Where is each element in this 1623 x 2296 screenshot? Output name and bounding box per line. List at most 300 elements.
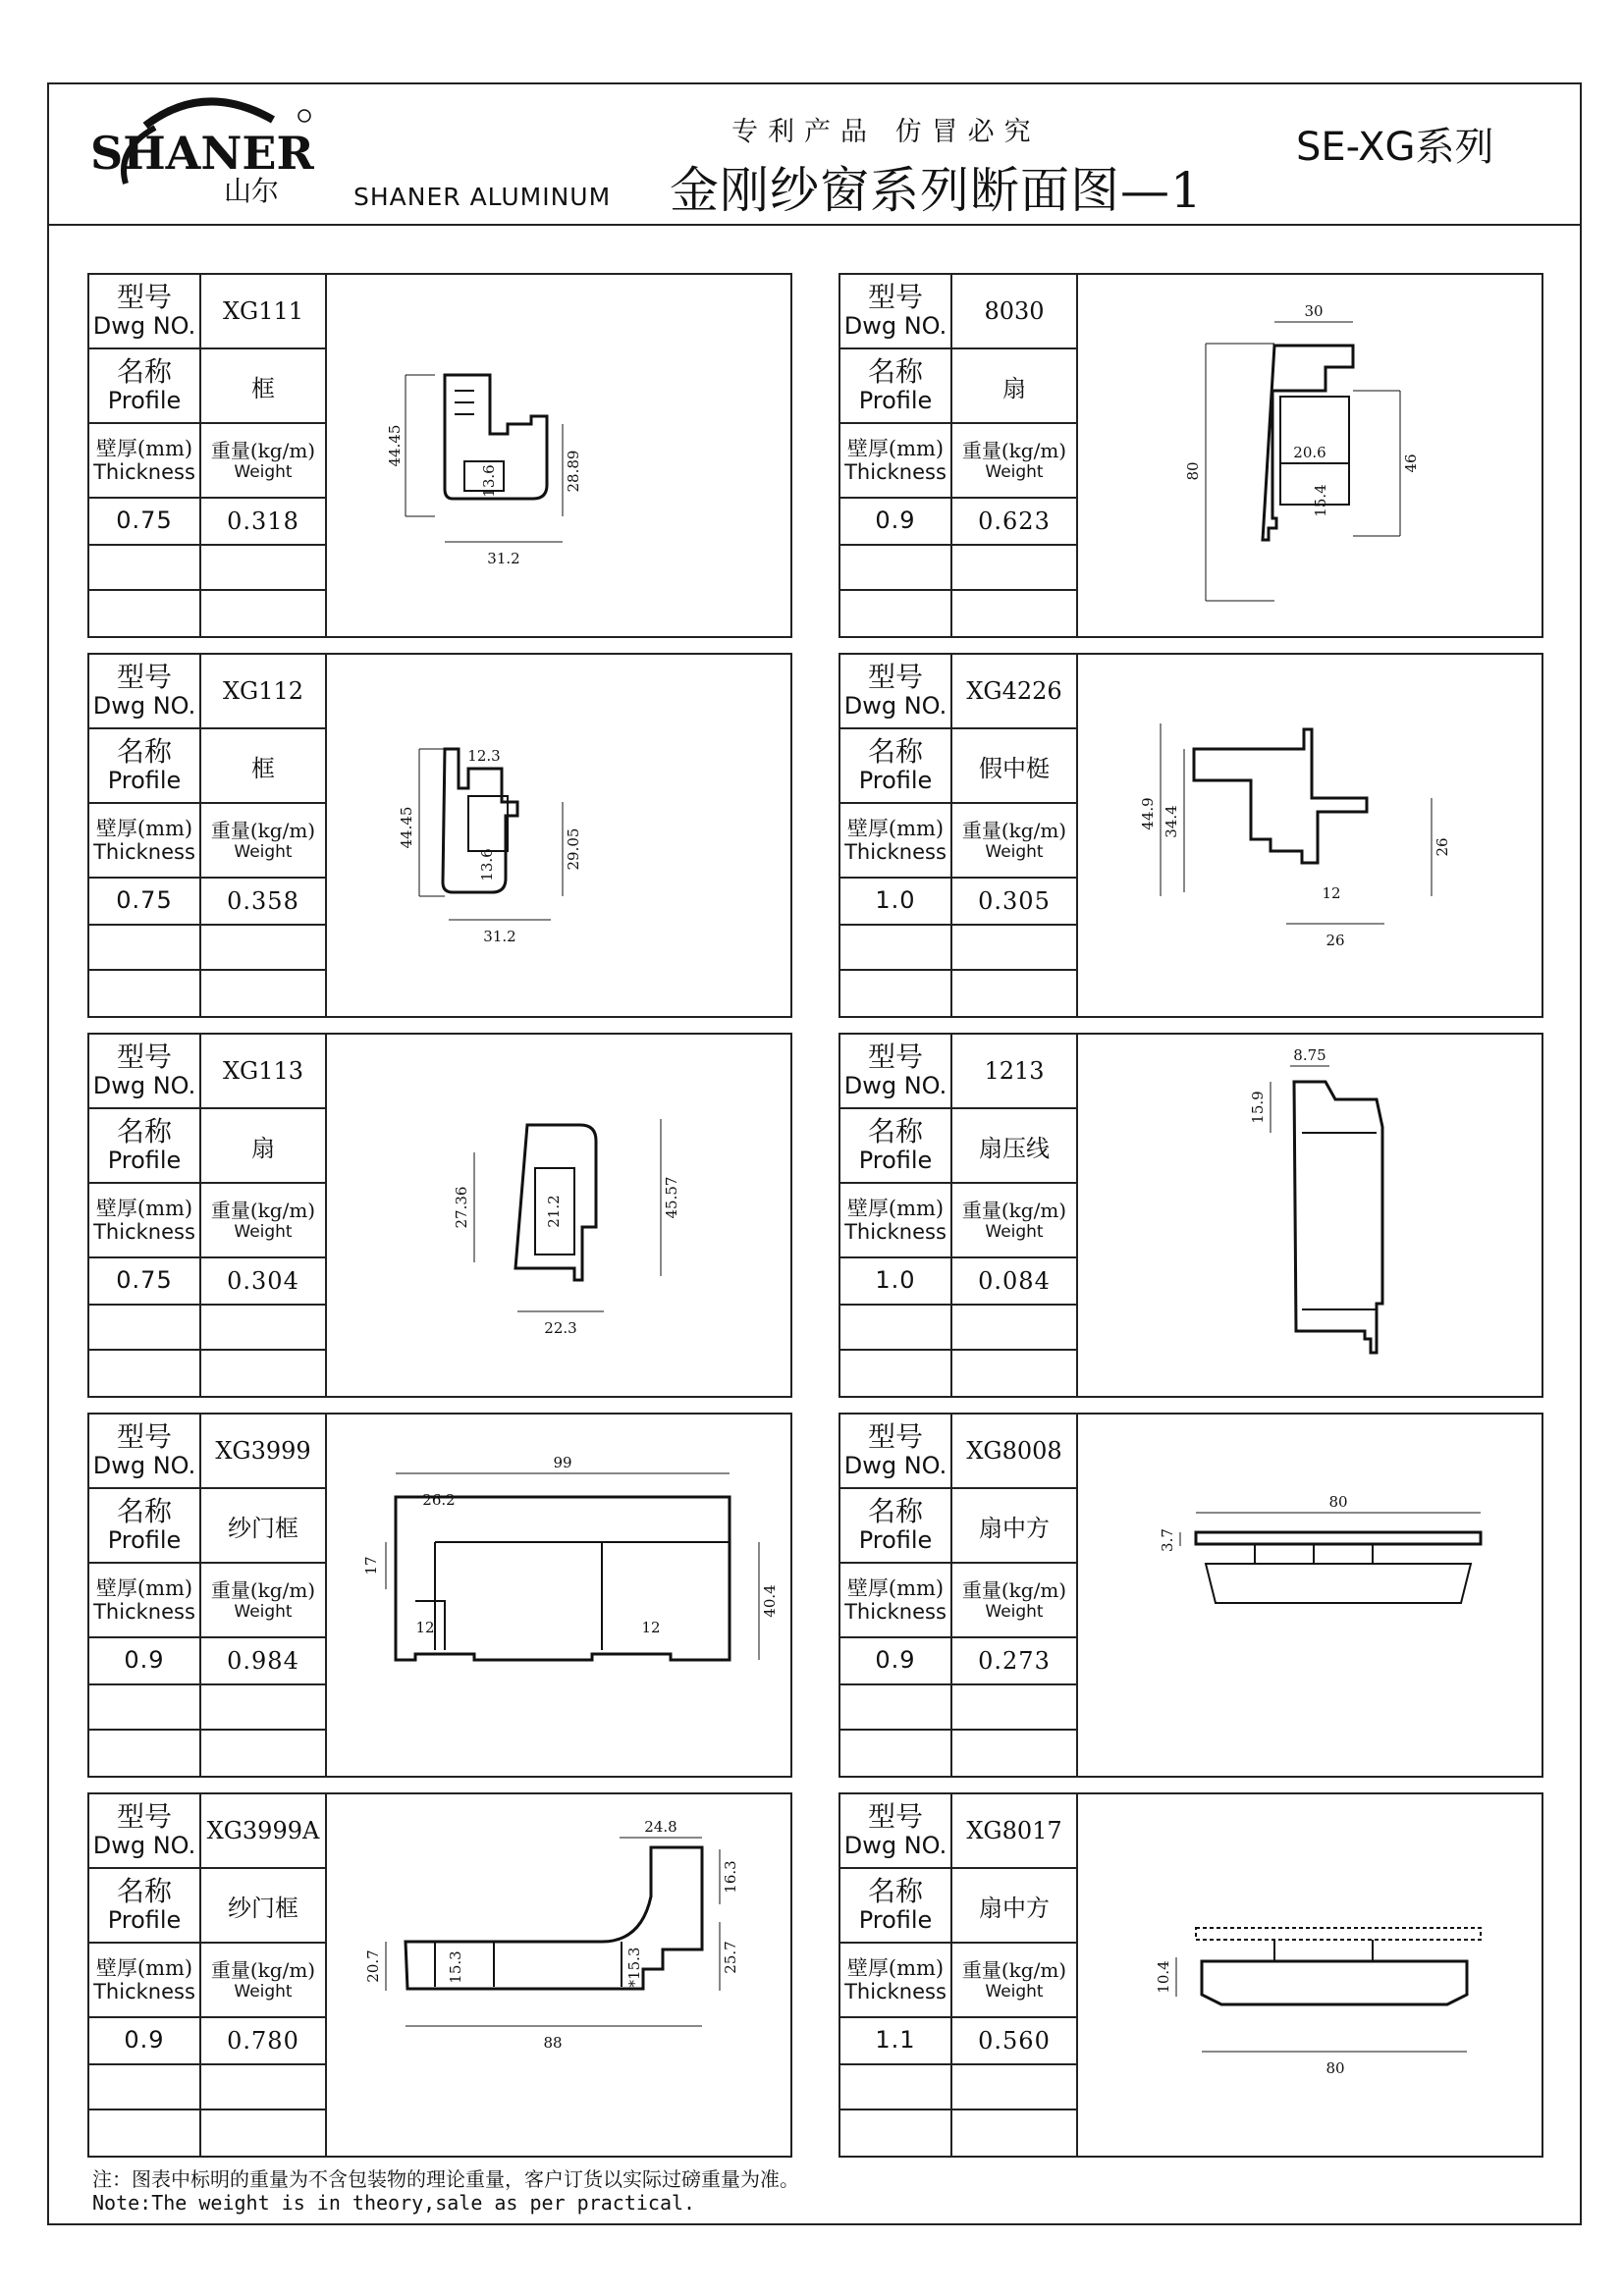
empty-cell [952, 546, 1078, 591]
label-model-en: Dwg NO. [92, 1832, 196, 1860]
dimension-label: 29.05 [565, 828, 582, 871]
dimension-label: 26.2 [422, 1491, 456, 1509]
label-cell [201, 804, 327, 879]
dimension-label: 88 [543, 2034, 563, 2052]
label-model-cn: 型号 [116, 1800, 172, 1834]
page-title: 金刚纱窗系列断面图—1 [670, 162, 1203, 219]
empty-cell [89, 1351, 201, 1396]
label-cell [89, 349, 201, 424]
profile-name: 框 [251, 754, 275, 782]
empty-cell [952, 1306, 1078, 1351]
label-cell [840, 1564, 952, 1638]
thickness-cell [89, 1258, 201, 1306]
label-cell [840, 1489, 952, 1564]
label-name-cn: 名称 [867, 1875, 923, 1908]
dimension-label: 27.36 [453, 1186, 470, 1229]
dimension-label: 24.8 [644, 1818, 677, 1836]
dimension-label: 40.4 [761, 1584, 779, 1618]
label-cell [840, 1415, 952, 1489]
profile-name: 扇 [1002, 374, 1026, 402]
shaner-logo [86, 90, 322, 208]
empty-cell [89, 2065, 201, 2110]
name-cell [201, 1109, 327, 1184]
label-thick-en: Thickness [93, 1980, 195, 2003]
empty-cell [952, 926, 1078, 971]
dwg-cell [201, 1794, 327, 1869]
dimension-label: 80 [1325, 2059, 1345, 2077]
thickness-cell [840, 1258, 952, 1306]
label-cell [952, 804, 1078, 879]
label-thick-en: Thickness [93, 1600, 195, 1624]
empty-cell [840, 1685, 952, 1731]
dimension-label: 12 [641, 1619, 661, 1636]
label-name-cn: 名称 [867, 1115, 923, 1148]
empty-cell [201, 591, 327, 636]
dimension-label: 17 [362, 1556, 380, 1575]
thickness-value: 0.75 [116, 507, 173, 535]
empty-cell [840, 926, 952, 971]
dimension-label: 45.57 [663, 1176, 680, 1219]
label-name-en: Profile [858, 767, 933, 795]
empty-cell [89, 971, 201, 1016]
label-weight-en: Weight [234, 461, 293, 482]
label-cell [89, 1869, 201, 1944]
label-cell [840, 729, 952, 804]
label-name-cn: 名称 [116, 1115, 172, 1148]
weight-cell [952, 879, 1078, 926]
label-cell [952, 1944, 1078, 2018]
profile-section-drawing [1078, 1035, 1542, 1396]
empty-cell [952, 2110, 1078, 2156]
empty-cell [201, 1306, 327, 1351]
label-cell [89, 1109, 201, 1184]
label-cell [89, 729, 201, 804]
dwg-number: XG112 [222, 677, 304, 705]
weight-value: 0.304 [227, 1267, 299, 1295]
profile-name: 扇压线 [979, 1134, 1050, 1162]
note-cn: 注：图表中标明的重量为不含包装物的理论重量，客户订货以实际过磅重量为准。 [92, 2167, 799, 2191]
label-cell [840, 1869, 952, 1944]
dwg-cell [952, 275, 1078, 349]
dimension-label: 13.6 [478, 848, 496, 881]
note-en: Note:The weight is in theory,sale as per practical. [92, 2191, 696, 2215]
label-cell [201, 1564, 327, 1638]
dwg-number: XG8017 [966, 1817, 1062, 1844]
label-cell [840, 275, 952, 349]
name-cell [201, 729, 327, 804]
label-model-en: Dwg NO. [92, 1452, 196, 1480]
label-name-cn: 名称 [867, 1495, 923, 1528]
dwg-number: XG111 [222, 297, 304, 325]
label-cell [89, 1794, 201, 1869]
weight-cell [201, 1638, 327, 1685]
label-thick-cn: 壁厚(mm) [95, 1955, 193, 1980]
label-weight-en: Weight [234, 1221, 293, 1242]
empty-cell [89, 1685, 201, 1731]
label-weight-en: Weight [234, 1601, 293, 1622]
label-model-en: Dwg NO. [843, 312, 947, 341]
label-model-cn: 型号 [867, 281, 923, 314]
profile-panel [87, 1413, 792, 1778]
label-cell [840, 424, 952, 499]
profile-section-drawing [1078, 275, 1542, 636]
profile-section-drawing [327, 275, 790, 636]
empty-cell [840, 2110, 952, 2156]
label-thick-en: Thickness [844, 460, 947, 484]
label-thick-en: Thickness [844, 840, 947, 864]
dimension-label: 99 [553, 1454, 572, 1471]
label-name-en: Profile [107, 1526, 182, 1555]
dwg-cell [201, 275, 327, 349]
empty-cell [952, 1685, 1078, 1731]
label-weight-cn: 重量(kg/m) [961, 1957, 1067, 1982]
label-thick-cn: 壁厚(mm) [95, 436, 193, 460]
label-thick-en: Thickness [93, 1220, 195, 1244]
label-model-en: Dwg NO. [843, 1072, 947, 1100]
label-model-en: Dwg NO. [843, 692, 947, 721]
label-weight-cn: 重量(kg/m) [210, 1198, 316, 1222]
weight-cell [201, 1258, 327, 1306]
empty-cell [89, 1306, 201, 1351]
profile-panel [839, 653, 1543, 1018]
label-model-cn: 型号 [867, 1800, 923, 1834]
label-model-en: Dwg NO. [92, 692, 196, 721]
label-cell [952, 1564, 1078, 1638]
dwg-number: XG4226 [966, 677, 1062, 705]
label-name-en: Profile [107, 767, 182, 795]
weight-cell [201, 879, 327, 926]
label-cell [952, 1184, 1078, 1258]
thickness-value: 1.0 [875, 1266, 916, 1295]
label-cell [89, 655, 201, 729]
empty-cell [201, 926, 327, 971]
dimension-label: 80 [1184, 461, 1202, 481]
dimension-label: 30 [1304, 302, 1324, 320]
empty-cell [840, 546, 952, 591]
label-cell [89, 1944, 201, 2018]
dimension-label: 34.4 [1163, 805, 1180, 838]
label-cell [840, 655, 952, 729]
profile-panel [87, 653, 792, 1018]
thickness-value: 0.75 [116, 1266, 173, 1295]
dimension-label: 15.9 [1249, 1091, 1267, 1124]
dwg-number: 8030 [984, 297, 1045, 325]
patent-notice: 专利产品 仿冒必究 [731, 117, 1041, 147]
label-cell [89, 804, 201, 879]
weight-value: 0.358 [227, 887, 299, 915]
name-cell [952, 729, 1078, 804]
dimension-label: 15.3 [447, 1950, 464, 1984]
label-name-cn: 名称 [867, 355, 923, 389]
dimension-label: 80 [1328, 1493, 1348, 1511]
profile-panel [87, 1033, 792, 1398]
dwg-cell [201, 655, 327, 729]
label-model-en: Dwg NO. [92, 312, 196, 341]
profile-panel [87, 273, 792, 638]
label-model-cn: 型号 [116, 661, 172, 694]
thickness-value: 0.75 [116, 886, 173, 915]
name-cell [201, 349, 327, 424]
label-weight-cn: 重量(kg/m) [210, 1577, 316, 1602]
label-cell [840, 349, 952, 424]
profile-section-drawing [327, 1794, 790, 2156]
company-name: SHANER ALUMINUM [353, 183, 612, 211]
empty-cell [952, 2065, 1078, 2110]
dimension-label: 26 [1325, 932, 1345, 949]
dimension-label: 20.7 [364, 1949, 382, 1983]
weight-value: 0.780 [227, 2027, 299, 2055]
label-cell [201, 424, 327, 499]
label-name-en: Profile [107, 1906, 182, 1935]
empty-cell [201, 2065, 327, 2110]
label-name-cn: 名称 [116, 1495, 172, 1528]
series-label: SE-XG系列 [1296, 125, 1494, 170]
profile-panel [839, 1413, 1543, 1778]
weight-value: 0.560 [978, 2027, 1051, 2055]
label-thick-en: Thickness [844, 1600, 947, 1624]
dwg-cell [952, 655, 1078, 729]
label-model-cn: 型号 [116, 1041, 172, 1074]
weight-value: 0.305 [978, 887, 1051, 915]
dimension-label: 21.2 [545, 1195, 563, 1228]
label-cell [89, 1564, 201, 1638]
empty-cell [840, 1351, 952, 1396]
label-model-en: Dwg NO. [843, 1832, 947, 1860]
dwg-number: XG3999A [206, 1817, 320, 1844]
dimension-label: 28.89 [565, 450, 582, 493]
label-thick-en: Thickness [844, 1220, 947, 1244]
label-weight-cn: 重量(kg/m) [961, 438, 1067, 462]
dimension-label: 16.3 [722, 1860, 739, 1894]
label-cell [840, 1944, 952, 2018]
profile-name: 扇 [251, 1134, 275, 1162]
profile-section-drawing [1078, 1794, 1542, 2156]
dimension-label: 20.6 [1293, 444, 1326, 461]
profile-name: 框 [251, 374, 275, 402]
label-thick-cn: 壁厚(mm) [846, 1955, 945, 1980]
logo-text: SHANER [90, 127, 314, 180]
empty-cell [952, 1351, 1078, 1396]
dimension-label: 25.7 [722, 1941, 739, 1974]
label-weight-cn: 重量(kg/m) [961, 1198, 1067, 1222]
dimension-label: 26 [1434, 837, 1451, 857]
weight-cell [952, 2018, 1078, 2065]
thickness-value: 0.9 [124, 2026, 165, 2055]
label-name-cn: 名称 [116, 355, 172, 389]
label-cell [840, 1109, 952, 1184]
thickness-value: 1.1 [875, 2026, 916, 2055]
empty-cell [89, 926, 201, 971]
thickness-cell [89, 2018, 201, 2065]
name-cell [201, 1489, 327, 1564]
thickness-value: 0.9 [875, 1646, 916, 1675]
thickness-value: 0.9 [124, 1646, 165, 1675]
label-thick-cn: 壁厚(mm) [846, 1575, 945, 1600]
dimension-label: 10.4 [1155, 1960, 1172, 1994]
dwg-number: XG113 [222, 1057, 304, 1085]
dimension-label: 22.3 [544, 1319, 577, 1337]
label-cell [201, 1184, 327, 1258]
label-cell [89, 424, 201, 499]
weight-cell [952, 499, 1078, 546]
dimension-label: 12 [1322, 884, 1341, 902]
name-cell [952, 349, 1078, 424]
dwg-cell [201, 1035, 327, 1109]
weight-cell [952, 1258, 1078, 1306]
empty-cell [201, 1685, 327, 1731]
weight-value: 0.318 [227, 507, 299, 535]
label-thick-en: Thickness [93, 460, 195, 484]
label-model-cn: 型号 [867, 1420, 923, 1454]
weight-value: 0.084 [978, 1267, 1051, 1295]
label-name-en: Profile [858, 387, 933, 415]
thickness-value: 0.9 [875, 507, 916, 535]
thickness-cell [840, 879, 952, 926]
profile-section-drawing [327, 655, 790, 1016]
empty-cell [840, 1306, 952, 1351]
label-cell [89, 1184, 201, 1258]
profile-panel [839, 273, 1543, 638]
thickness-cell [89, 879, 201, 926]
label-cell [89, 1415, 201, 1489]
profile-name: 扇中方 [979, 1514, 1050, 1542]
label-name-cn: 名称 [116, 1875, 172, 1908]
dimension-label: 44.45 [386, 424, 404, 467]
name-cell [952, 1109, 1078, 1184]
weight-value: 0.623 [978, 507, 1051, 535]
empty-cell [840, 591, 952, 636]
dimension-label: 12 [415, 1619, 435, 1636]
empty-cell [89, 546, 201, 591]
label-weight-en: Weight [985, 1981, 1044, 2002]
dimension-label: 44.9 [1139, 797, 1157, 830]
dwg-cell [952, 1035, 1078, 1109]
profile-section-drawing [1078, 655, 1542, 1016]
label-model-cn: 型号 [116, 281, 172, 314]
empty-cell [840, 1731, 952, 1776]
dimension-label: 31.2 [483, 928, 516, 945]
empty-cell [201, 971, 327, 1016]
empty-cell [89, 1731, 201, 1776]
weight-value: 0.984 [227, 1647, 299, 1675]
label-cell [840, 1794, 952, 1869]
label-weight-en: Weight [985, 1601, 1044, 1622]
label-name-cn: 名称 [116, 735, 172, 769]
label-thick-en: Thickness [844, 1980, 947, 2003]
thickness-cell [840, 1638, 952, 1685]
profile-section-drawing [1078, 1415, 1542, 1776]
label-name-en: Profile [858, 1147, 933, 1175]
label-model-cn: 型号 [867, 1041, 923, 1074]
profile-panel [839, 1033, 1543, 1398]
empty-cell [840, 971, 952, 1016]
profile-panel [839, 1792, 1543, 2158]
label-weight-cn: 重量(kg/m) [961, 1577, 1067, 1602]
label-name-en: Profile [107, 1147, 182, 1175]
label-thick-cn: 壁厚(mm) [95, 1196, 193, 1220]
empty-cell [952, 591, 1078, 636]
empty-cell [201, 2110, 327, 2156]
label-thick-cn: 壁厚(mm) [846, 436, 945, 460]
label-thick-en: Thickness [93, 840, 195, 864]
empty-cell [952, 1731, 1078, 1776]
dwg-number: XG8008 [966, 1437, 1062, 1465]
label-thick-cn: 壁厚(mm) [95, 1575, 193, 1600]
dimension-label: 46 [1402, 454, 1420, 473]
label-weight-en: Weight [985, 841, 1044, 862]
weight-value: 0.273 [978, 1647, 1051, 1675]
empty-cell [201, 1351, 327, 1396]
label-model-en: Dwg NO. [843, 1452, 947, 1480]
label-model-cn: 型号 [116, 1420, 172, 1454]
label-weight-cn: 重量(kg/m) [210, 1957, 316, 1982]
label-weight-cn: 重量(kg/m) [961, 818, 1067, 842]
dimension-label: 15.4 [1312, 484, 1329, 517]
dimension-label: 13.6 [480, 464, 498, 498]
profile-section-drawing [327, 1415, 790, 1776]
label-cell [89, 275, 201, 349]
label-weight-en: Weight [234, 1981, 293, 2002]
thickness-cell [840, 2018, 952, 2065]
label-weight-en: Weight [985, 1221, 1044, 1242]
label-thick-cn: 壁厚(mm) [95, 816, 193, 840]
label-model-cn: 型号 [867, 661, 923, 694]
dimension-label: 3.7 [1159, 1528, 1176, 1552]
name-cell [201, 1869, 327, 1944]
dimension-label: 31.2 [487, 550, 520, 567]
dwg-number: XG3999 [215, 1437, 311, 1465]
dimension-label: 8.75 [1293, 1046, 1326, 1064]
label-weight-en: Weight [234, 841, 293, 862]
label-name-en: Profile [858, 1526, 933, 1555]
label-name-en: Profile [107, 387, 182, 415]
weight-cell [201, 499, 327, 546]
label-name-en: Profile [858, 1906, 933, 1935]
profile-name: 假中梃 [979, 754, 1050, 782]
thickness-cell [89, 499, 201, 546]
thickness-cell [89, 1638, 201, 1685]
weight-cell [201, 2018, 327, 2065]
label-cell [952, 424, 1078, 499]
empty-cell [952, 971, 1078, 1016]
label-weight-en: Weight [985, 461, 1044, 482]
dwg-cell [952, 1415, 1078, 1489]
label-thick-cn: 壁厚(mm) [846, 816, 945, 840]
dwg-number: 1213 [984, 1057, 1045, 1085]
dimension-label: 12.3 [467, 747, 501, 765]
dimension-label: 44.45 [398, 806, 415, 849]
thickness-value: 1.0 [875, 886, 916, 915]
label-cell [840, 804, 952, 879]
label-name-cn: 名称 [867, 735, 923, 769]
empty-cell [201, 546, 327, 591]
empty-cell [89, 591, 201, 636]
label-cell [840, 1035, 952, 1109]
dimension-label: *15.3 [625, 1947, 643, 1988]
dwg-cell [201, 1415, 327, 1489]
label-cell [201, 1944, 327, 2018]
empty-cell [840, 2065, 952, 2110]
label-cell [89, 1035, 201, 1109]
label-model-en: Dwg NO. [92, 1072, 196, 1100]
logo-cn: 山尔 [224, 175, 280, 207]
name-cell [952, 1869, 1078, 1944]
empty-cell [201, 1731, 327, 1776]
label-weight-cn: 重量(kg/m) [210, 818, 316, 842]
label-weight-cn: 重量(kg/m) [210, 438, 316, 462]
dwg-cell [952, 1794, 1078, 1869]
profile-section-drawing [327, 1035, 790, 1396]
